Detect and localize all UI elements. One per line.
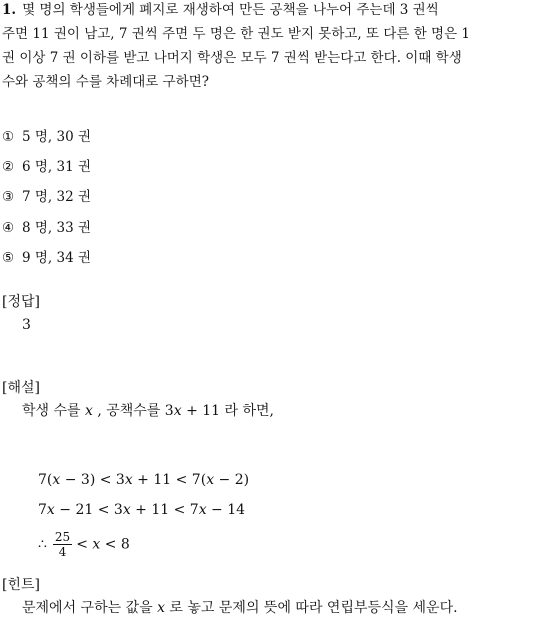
ineq1-part-a: 7( (38, 472, 53, 488)
variable-x: x (92, 536, 101, 553)
ineq2-part-b: − 21 < 3 (54, 502, 123, 518)
explanation-intro-text-b: , 공책수를 3 (92, 403, 174, 419)
hint-text (22, 598, 458, 618)
variable-x: x (46, 502, 55, 518)
ineq2-part-a: 7 (38, 502, 47, 518)
question-line-3: 권 이상 7 권 이하를 받고 나머지 학생은 모두 7 권씩 받는다고 한다. 이때 학생 (2, 50, 462, 66)
variable-x: x (124, 472, 133, 488)
hint-label: [힌트] (2, 577, 40, 593)
variable-x: x (85, 403, 93, 419)
choice-2[interactable] (2, 157, 91, 177)
choice-3[interactable] (2, 187, 91, 207)
explanation-intro-text-c: + 11 라 하면, (181, 403, 274, 419)
answer-label: [정답] (2, 294, 40, 310)
fraction-denominator: 4 (58, 545, 67, 559)
answer-value: 3 (22, 317, 31, 333)
choice-1-text: 5 명, 30 권 (22, 129, 92, 145)
question-line-2: 주면 11 권이 남고, 7 권씩 주면 두 명은 한 권도 받지 못하고, 또 다른 한 명은 1 (2, 26, 470, 42)
choice-5-text: 9 명, 34 권 (22, 250, 92, 266)
choice-4-text: 8 명, 33 권 (22, 220, 92, 236)
fraction-numerator: 25 (54, 530, 71, 544)
choice-5-mark: ⑤ (2, 250, 15, 266)
inequality-line-1 (38, 470, 249, 490)
explanation-label: [해설] (2, 380, 40, 396)
choice-4-mark: ④ (2, 220, 15, 236)
choice-1-mark: ① (2, 129, 15, 145)
variable-x: x (198, 502, 207, 518)
choice-4[interactable] (2, 218, 91, 238)
choice-5[interactable] (2, 248, 91, 268)
variable-x: x (206, 472, 215, 488)
ineq1-part-c: + 11 < 7( (132, 472, 207, 488)
choice-1[interactable] (2, 127, 91, 147)
variable-x: x (173, 403, 182, 419)
fraction-25-over-4 (53, 530, 72, 559)
question-line-1 (2, 0, 532, 20)
question-line-4: 수와 공책의 수를 차례대로 구하면? (2, 74, 209, 90)
hint-text-b: 로 놓고 문제의 뜻에 따라 연립부등식을 세운다. (164, 600, 458, 616)
choice-3-text: 7 명, 32 권 (22, 189, 92, 205)
choice-3-mark: ③ (2, 189, 15, 205)
choice-2-text: 6 명, 31 권 (22, 159, 92, 175)
ineq2-part-d: − 14 (206, 502, 246, 518)
therefore-symbol: ∴ (38, 536, 47, 553)
ineq1-part-d: − 2) (214, 472, 250, 488)
question-number: 1. (2, 2, 17, 18)
ineq3-part-b: < 8 (100, 536, 130, 553)
variable-x: x (52, 472, 61, 488)
inequality-line-2 (38, 500, 245, 520)
ineq2-part-c: + 11 < 7 (130, 502, 199, 518)
ineq3-part-a: < (76, 536, 93, 553)
explanation-intro-text-a: 학생 수를 (22, 403, 85, 419)
hint-text-a: 문제에서 구하는 값을 (22, 600, 158, 616)
ineq1-part-b: − 3) < 3 (60, 472, 125, 488)
variable-x: x (157, 600, 165, 616)
inequality-line-3 (38, 530, 130, 559)
choice-2-mark: ② (2, 159, 15, 175)
variable-x: x (122, 502, 131, 518)
explanation-intro (22, 401, 274, 421)
question-text-1: 몇 명의 학생들에게 폐지로 재생하여 만든 공책을 나누어 주는데 3 권씩 (22, 2, 439, 18)
